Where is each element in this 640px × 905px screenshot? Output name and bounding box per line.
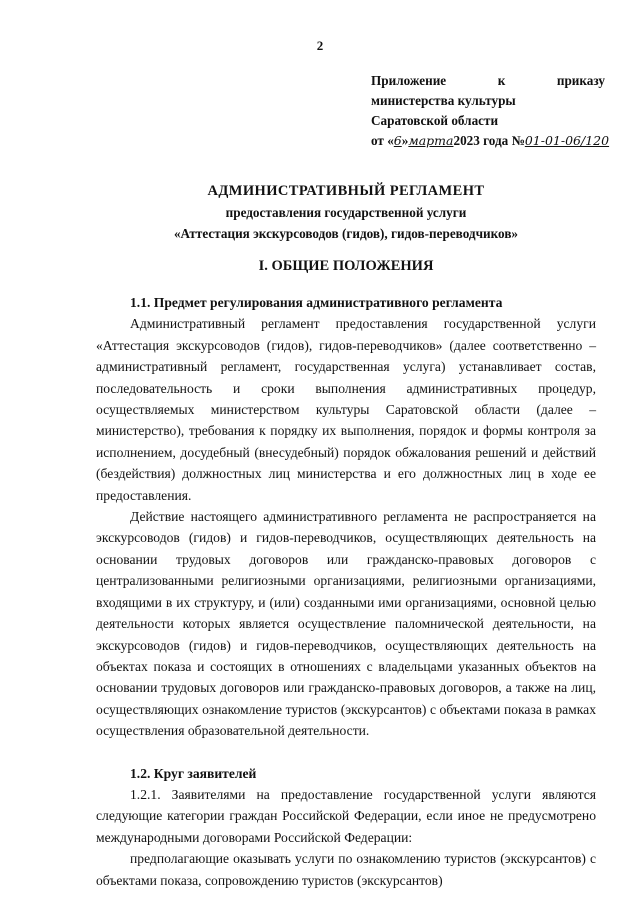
- document-title-block: [96, 180, 596, 244]
- document-subtitle-1: предоставления государственной услуги: [225, 205, 467, 220]
- subsection-title-1-1: 1.1. Предмет регулирования административного регламента: [130, 295, 503, 310]
- page-number: 2: [316, 38, 324, 53]
- paragraph-4: предполагающие оказывать услуги по ознакомлению туристов (экскурсантов) с объектами показа, сопровождению туристов (экскурсантов): [96, 851, 596, 888]
- handwritten-order-number: 01-01-06/120: [524, 133, 610, 148]
- document-body: [96, 292, 596, 891]
- date-prefix: от «: [371, 133, 394, 148]
- paragraph-3: 1.2.1. Заявителями на предоставление государственной услуги являются следующие категории граждан Российской Федерации, если иное не предусмотрено международными договорами Российской Федерации:: [96, 786, 596, 845]
- section-title: I. ОБЩИЕ ПОЛОЖЕНИЯ: [258, 258, 434, 274]
- approval-line-2: министерства культуры: [371, 93, 516, 108]
- document-subtitle-2: «Аттестация экскурсоводов (гидов), гидов-переводчиков»: [173, 226, 519, 241]
- date-year: 2023 года №: [453, 133, 525, 148]
- document-title: АДМИНИСТРАТИВНЫЙ РЕГЛАМЕНТ: [207, 183, 485, 199]
- handwritten-month: марта: [408, 133, 454, 148]
- handwritten-day: 6: [393, 133, 402, 148]
- approval-word-k: к: [497, 73, 506, 88]
- paragraph-2: Действие настоящего административного регламента не распространяется на экскурсоводов (гидов) и гидов-переводчиков, осуществляющих деятельность на основании трудовых договоров или гражданско-правовых договоров с централизованными религиозными организациями, религиозными организациями, входящими в их структуру, и (или) созданными ими организациями, основной целью деятельности которых является осуществление паломнической деятельности, на экскурсоводов (гидов) и гидов-переводчиков, осуществляющих деятельность на объектах показа и состоящих в отношениях с владельцами указанных объектов на основании трудовых договоров или гражданско-правовых договоров, а также на лиц, осуществляющих ознакомление туристов (экскурсантов) с объектами показа в рамках осуществления образовательной деятельности.: [96, 509, 596, 739]
- approval-word-prikazu: приказу: [556, 73, 605, 88]
- paragraph-gap: [96, 742, 596, 763]
- subsection-title-1-2: 1.2. Круг заявителей: [130, 765, 257, 781]
- approval-line-3: Саратовской области: [371, 113, 499, 128]
- date-mid: »: [401, 133, 409, 148]
- approval-block: [371, 71, 610, 151]
- approval-line-1: [371, 71, 605, 91]
- approval-date-line: [371, 131, 610, 151]
- paragraph-1: Административный регламент предоставления государственной услуги «Аттестация экскурсоводов (гидов), гидов-переводчиков» (далее соответственно – административный регламент, государственная услуга) устанавливает состав, последовательность и сроки выполнения административных процедур, осуществляемых министерством культуры Саратовской области (далее – министерство), требования к порядку их выполнения, порядок и формы контроля за исполнением, досудебный (внесудебный) порядок обжалования решений и действий (бездействия) должностных лиц министерства и его должностных лиц в ходе ее предоставления.: [96, 316, 596, 503]
- approval-word-prilozhenie: Приложение: [371, 73, 447, 88]
